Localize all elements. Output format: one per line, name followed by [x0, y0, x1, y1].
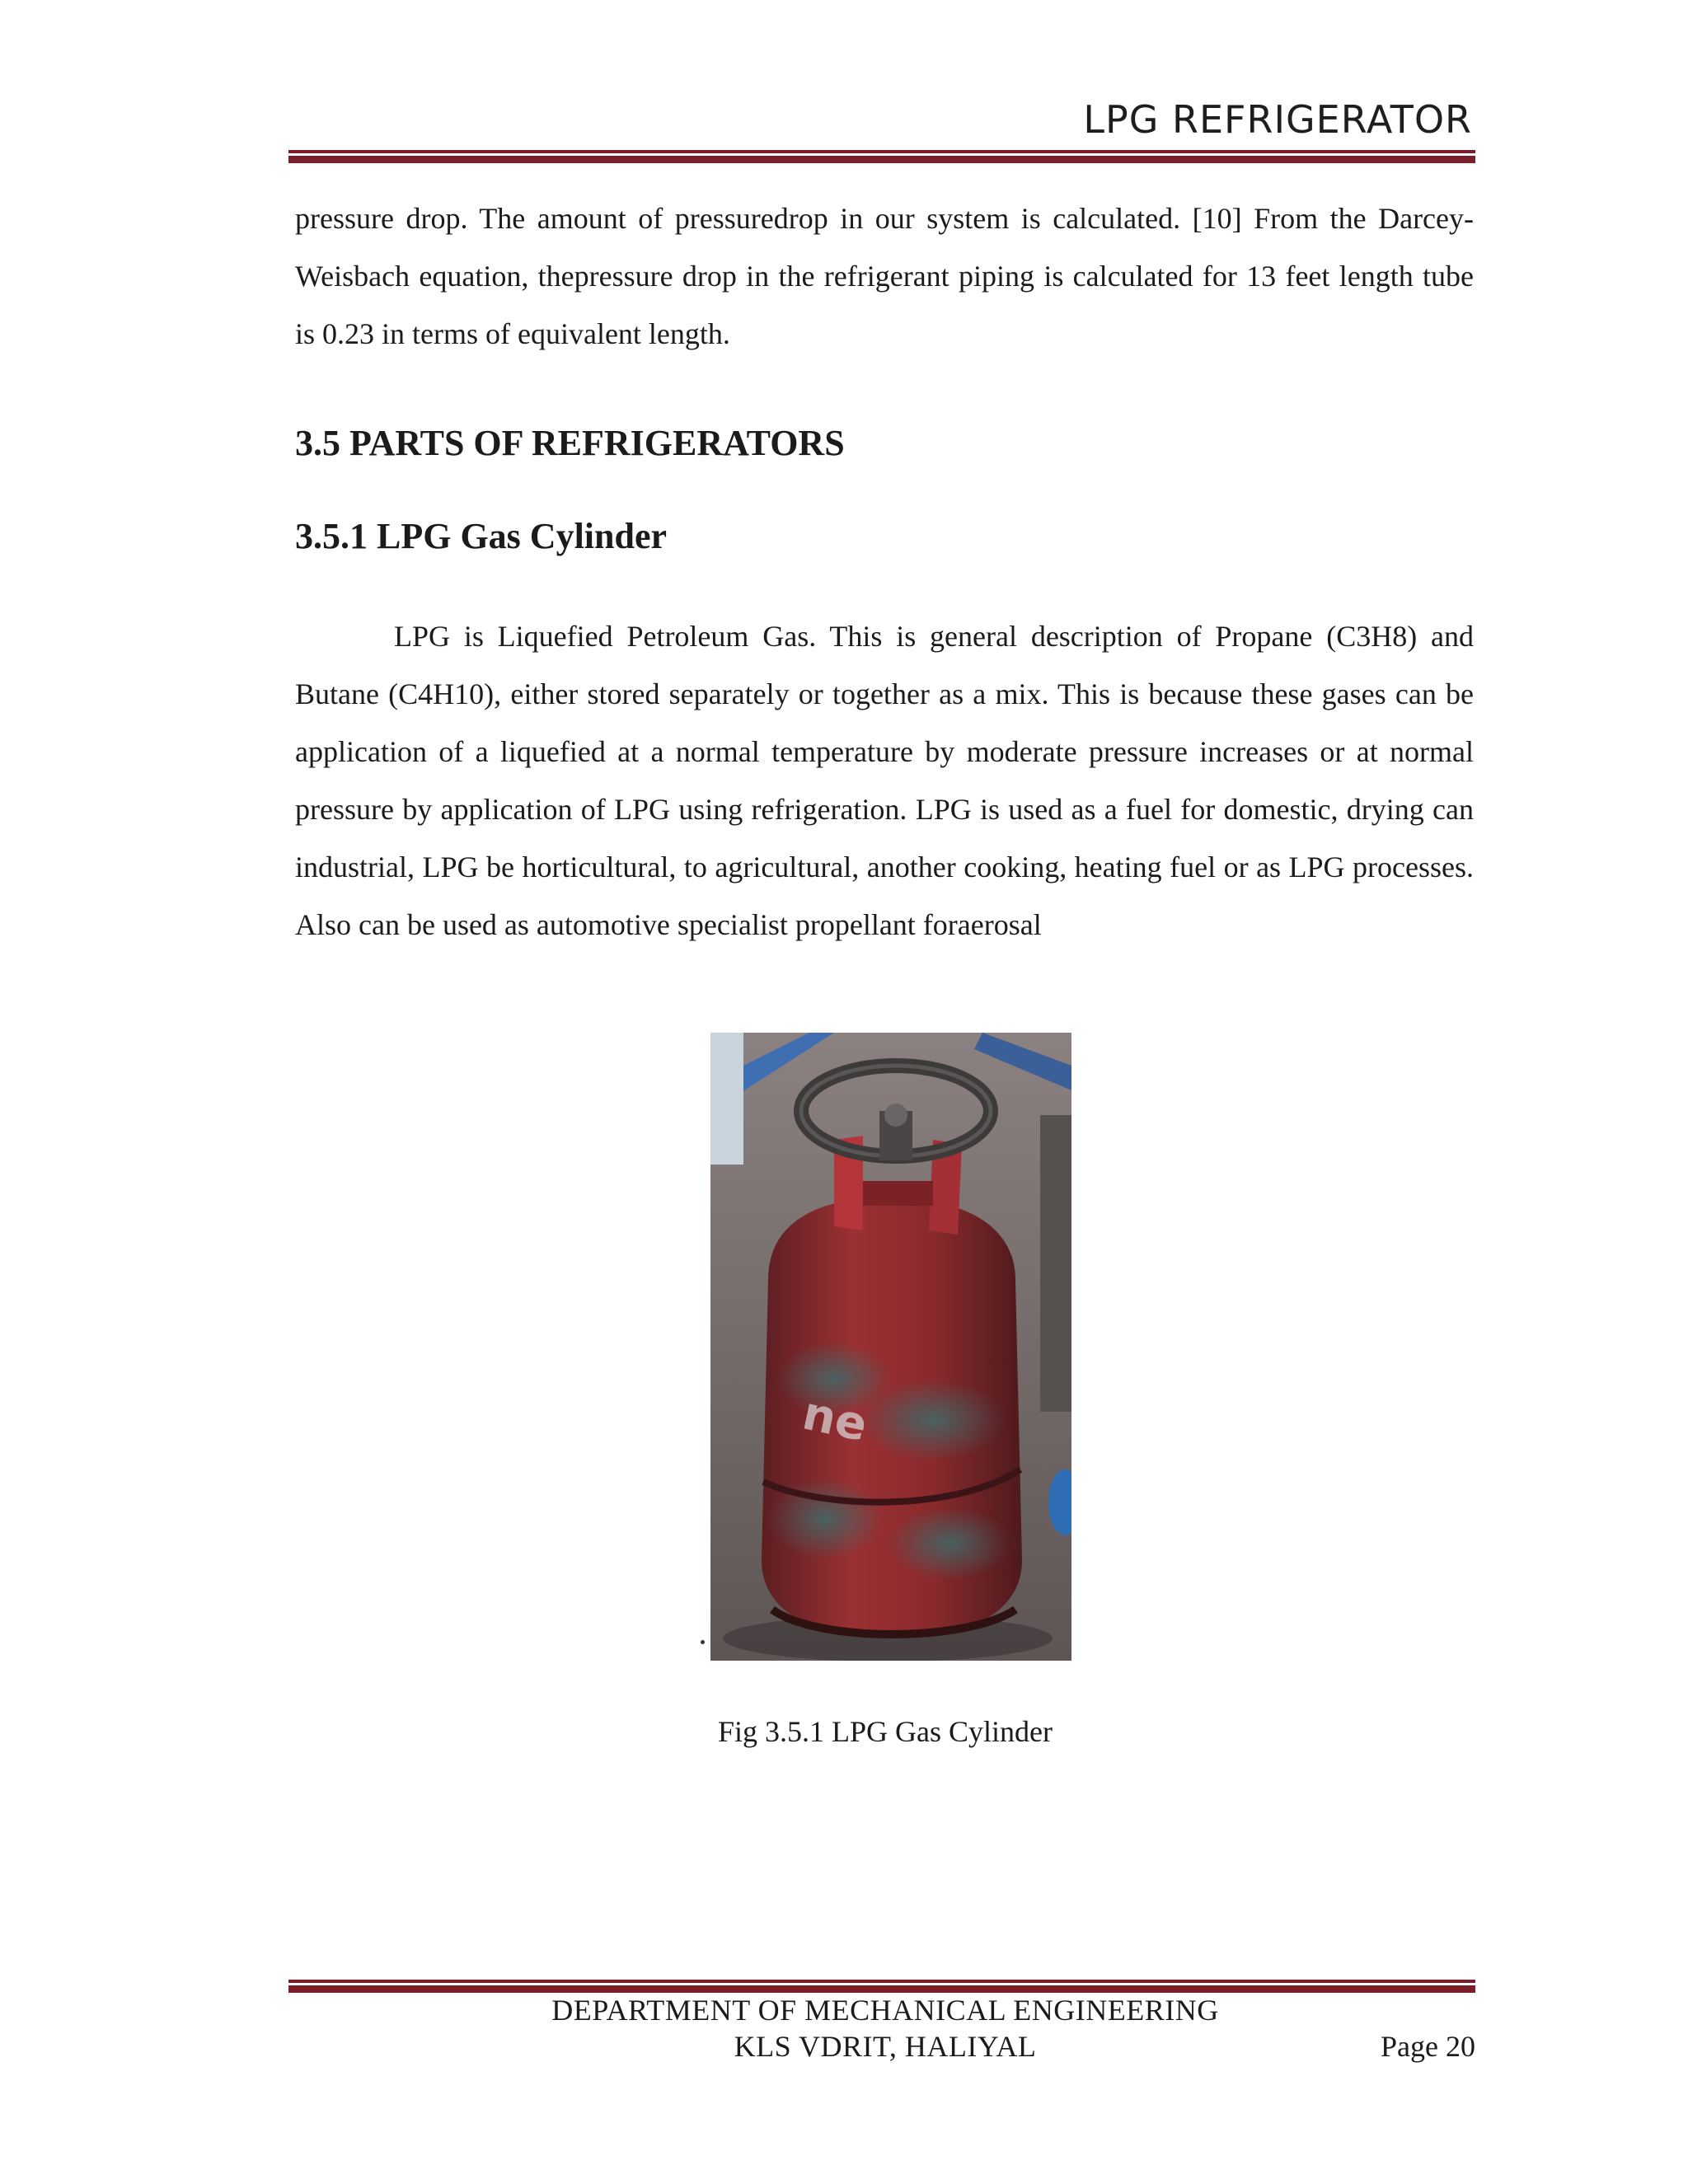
body-paragraph-1: pressure drop. The amount of pressuredrop in our system is calculated. [10] From the Darcey-Weisbach equation, thepressure drop in the refrigerant piping is calculated for 13 feet length tube is 0.23 in terms of equivalent length. — [295, 202, 1474, 350]
stray-dot — [701, 1640, 705, 1644]
figure-caption: Fig 3.5.1 LPG Gas Cylinder — [717, 1715, 1053, 1748]
body-paragraph-2: LPG is Liquefied Petroleum Gas. This is general description of Propane (C3H8) and Butane (C4H10), either stored separately or together as a mix. This is because these gases can be application of a liquefied at a normal temperature by moderate pressure increases or at normal pressure by application of LPG using refrigeration. LPG is used as a fuel for domestic, drying can industrial, LPG be horticultural, to agricultural, another cooking, heating fuel or as LPG processes. Also can be used as automotive specialist propellant foraerosal — [295, 620, 1474, 941]
lpg-cylinder-illustration — [710, 1033, 1071, 1661]
footer-institution: KLS VDRIT, HALIYAL — [734, 2030, 1037, 2063]
svg-text:ne: ne — [798, 1386, 872, 1453]
subsection-heading: 3.5.1 LPG Gas Cylinder — [295, 516, 668, 556]
header-rule — [288, 150, 1475, 163]
section-heading: 3.5 PARTS OF REFRIGERATORS — [295, 423, 845, 463]
footer-department: DEPARTMENT OF MECHANICAL ENGINEERING — [551, 1994, 1219, 2027]
page-number: Page 20 — [1381, 2030, 1475, 2063]
lpg-cylinder-photo — [710, 1033, 1071, 1661]
footer-rule — [288, 1980, 1475, 1993]
running-header-title: LPG REFRIGERATOR — [1083, 97, 1472, 142]
